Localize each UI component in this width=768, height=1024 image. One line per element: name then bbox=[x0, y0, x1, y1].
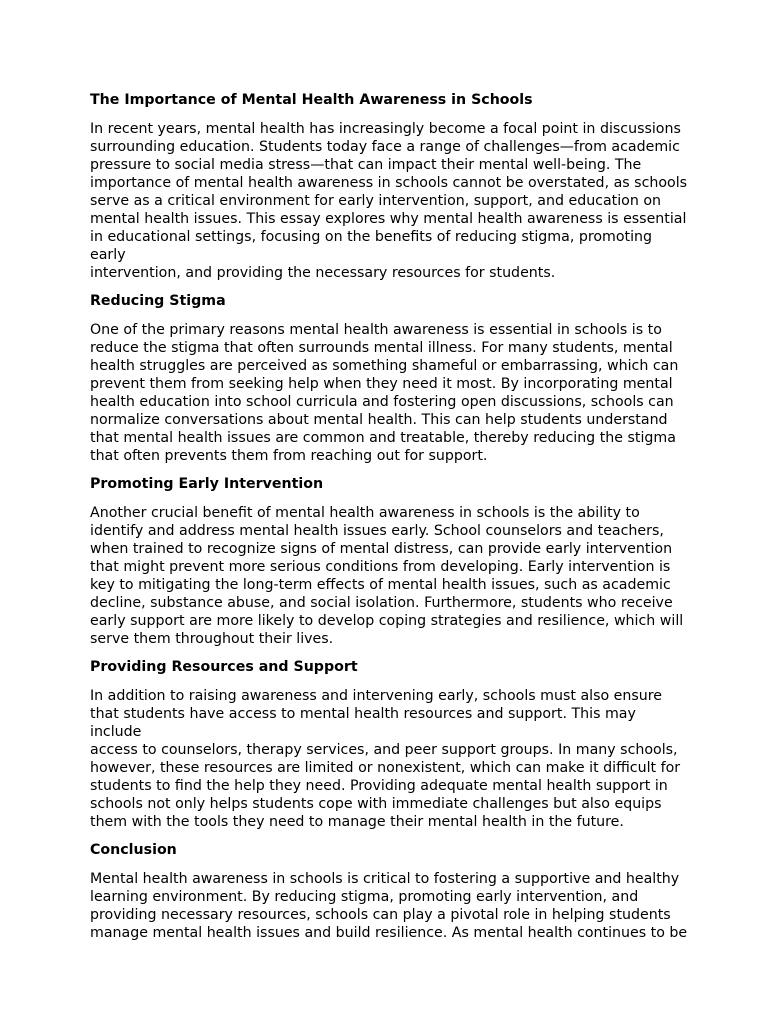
section-body-resources-support: In addition to raising awareness and intervening early, schools must also ensure that students have access to mental health resources and support. This may include access to counselors, therapy services, and peer support groups. In many schools, however, these resources are limited or nonexistent, which can make it difficult for students to find the help they need. Providing adequate mental health support in schools not only helps students cope with immediate challenges but also equips them with the tools they need to manage their mental health in the future. bbox=[90, 688, 681, 830]
section-body-conclusion: Mental health awareness in schools is critical to fostering a supportive and healthy learning environment. By reducing stigma, promoting early intervention, and providing necessary resources, schools can play a pivotal role in helping students manage mental health issues and build resilience. As mental health continues to be bbox=[90, 871, 688, 941]
document-page bbox=[90, 91, 690, 952]
intro-paragraph: In recent years, mental health has increasingly become a focal point in discussions surrounding education. Students today face a range of challenges—from academic pressure to social media stress—that can impact their mental well-being. The importance of mental health awareness in schools cannot be overstated, as schools serve as a critical environment for early intervention, support, and education on mental health issues. This essay explores why mental health awareness is essential in educational settings, focusing on the benefits of reducing stigma, promoting early intervention, and providing the necessary resources for students. bbox=[90, 121, 688, 281]
section-body-early-intervention: Another crucial benefit of mental health awareness in schools is the ability to identify and address mental health issues early. School counselors and teachers, when trained to recognize signs of mental distress, can provide early intervention that might prevent more serious conditions from developing. Early intervention is key to mitigating the long-term effects of mental health issues, such as academic decline, substance abuse, and social isolation. Furthermore, students who receive early support are more likely to develop coping strategies and resilience, which will serve them throughout their lives. bbox=[90, 505, 684, 647]
section-heading-reducing-stigma: Reducing Stigma bbox=[90, 293, 226, 309]
document-title: The Importance of Mental Health Awareness in Schools bbox=[90, 92, 533, 108]
section-heading-conclusion: Conclusion bbox=[90, 842, 177, 858]
section-body-reducing-stigma: One of the primary reasons mental health awareness is essential in schools is to reduce the stigma that often surrounds mental illness. For many students, mental health struggles are perceived as something shameful or embarrassing, which can prevent them from seeking help when they need it most. By incorporating mental health education into school curricula and fostering open discussions, schools can normalize conversations about mental health. This can help students understand that mental health issues are common and treatable, thereby reducing the stigma that often prevents them from reaching out for support. bbox=[90, 322, 679, 464]
section-heading-early-intervention: Promoting Early Intervention bbox=[90, 476, 324, 492]
section-heading-resources-support: Providing Resources and Support bbox=[90, 659, 358, 675]
